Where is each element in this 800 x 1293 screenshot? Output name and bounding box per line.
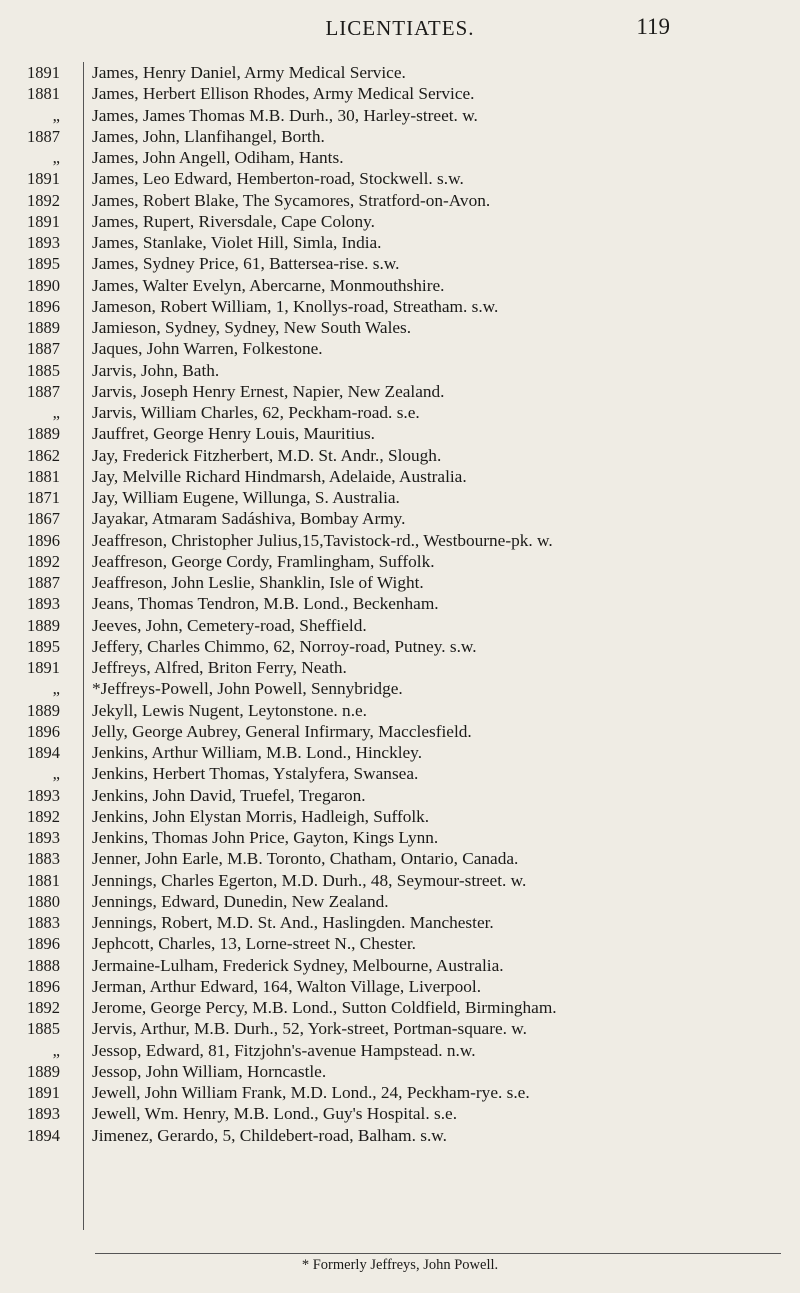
list-item: Jennings, Charles Egerton, M.D. Durh., 48, Seymour-street. w. <box>92 870 527 890</box>
list-item: Jeaffreson, George Cordy, Framlingham, Suffolk. <box>92 551 435 571</box>
list-item: Jauffret, George Henry Louis, Mauritius. <box>92 424 375 444</box>
list-item: James, Leo Edward, Hemberton-road, Stockwell. s.w. <box>92 169 464 189</box>
list-item: James, Stanlake, Violet Hill, Simla, India. <box>92 233 382 252</box>
year-cell: 1881 <box>27 84 60 104</box>
year-cell: 1896 <box>27 296 60 316</box>
list-item: James, Rupert, Riversdale, Cape Colony. <box>92 211 376 231</box>
list-item: *Jeffreys-Powell, John Powell, Sennybridge. <box>92 679 403 699</box>
year-cell: 1894 <box>27 743 60 762</box>
list-item: Jewell, John William Frank, M.D. Lond., 24, Peckham-rye. s.e. <box>92 1083 530 1102</box>
year-cell: 1887 <box>27 339 60 359</box>
list-item: Jimenez, Gerardo, 5, Childebert-road, Balham. s.w. <box>92 1125 447 1145</box>
year-cell: 1889 <box>27 1061 60 1081</box>
year-cell: 1892 <box>27 998 60 1017</box>
year-cell: 1891 <box>27 63 60 82</box>
year-cell: 1892 <box>27 551 60 571</box>
page-header <box>0 16 800 46</box>
column-divider <box>83 62 84 1230</box>
year-cell: 1893 <box>27 594 60 614</box>
footnote: * Formerly Jeffreys, John Powell. <box>301 1257 499 1273</box>
year-cell: 1895 <box>27 254 60 274</box>
year-cell: 1896 <box>27 934 60 954</box>
list-item: Jarvis, John, Bath. <box>92 360 220 380</box>
list-item: Jamieson, Sydney, Sydney, New South Wales. <box>92 318 412 337</box>
year-cell: „ <box>52 403 60 422</box>
year-cell: 1885 <box>27 360 60 380</box>
list-item: Jeaffreson, Christopher Julius,15,Tavistock-rd., Westbourne-pk. w. <box>92 530 553 550</box>
list-item: Jeffreys, Alfred, Briton Ferry, Neath. <box>92 658 347 677</box>
list-item: James, Sydney Price, 61, Battersea-rise. s.w. <box>92 254 400 274</box>
list-item: Jeaffreson, John Leslie, Shanklin, Isle of Wight. <box>92 573 424 592</box>
list-item: Jay, William Eugene, Willunga, S. Australia. <box>92 488 400 507</box>
list-item: Jennings, Robert, M.D. St. And., Haslingden. Manchester. <box>92 913 494 932</box>
year-cell: 1895 <box>27 636 60 656</box>
year-cell: „ <box>52 105 60 125</box>
list-item: Jenner, John Earle, M.B. Toronto, Chatham, Ontario, Canada. <box>92 849 519 869</box>
year-cell: „ <box>52 764 60 784</box>
list-item: Jarvis, William Charles, 62, Peckham-road. s.e. <box>92 403 420 422</box>
list-item: Jay, Melville Richard Hindmarsh, Adelaide, Australia. <box>92 466 467 486</box>
list-item: Jay, Frederick Fitzherbert, M.D. St. Andr., Slough. <box>92 445 442 465</box>
year-cell: 1871 <box>27 488 60 507</box>
year-cell: 1892 <box>27 806 60 826</box>
year-cell: 1888 <box>27 955 60 975</box>
entries-list <box>92 62 798 1146</box>
page-number: 119 <box>636 14 670 39</box>
year-cell: 1896 <box>27 721 60 741</box>
year-cell: 1890 <box>27 275 60 295</box>
year-cell: 1887 <box>27 381 60 401</box>
list-item: Jelly, George Aubrey, General Infirmary, Macclesfield. <box>92 721 472 741</box>
year-cell: 1891 <box>27 169 60 189</box>
year-cell: 1887 <box>27 126 60 146</box>
year-cell: 1885 <box>27 1019 60 1039</box>
list-item: James, Robert Blake, The Sycamores, Stratford-on-Avon. <box>92 190 491 210</box>
year-cell: 1893 <box>27 785 60 805</box>
footnote-rule <box>95 1253 781 1254</box>
list-item: Jessop, John William, Horncastle. <box>92 1061 327 1081</box>
year-cell: 1889 <box>27 615 60 635</box>
year-cell: 1893 <box>27 828 60 847</box>
list-item: Jenkins, John David, Truefel, Tregaron. <box>92 785 366 805</box>
year-cell: 1883 <box>27 913 60 932</box>
list-item: James, Henry Daniel, Army Medical Service. <box>92 63 406 82</box>
year-cell: „ <box>52 679 60 699</box>
year-cell: 1862 <box>27 445 60 465</box>
list-item: Jephcott, Charles, 13, Lorne-street N., Chester. <box>92 934 416 954</box>
year-cell: 1883 <box>27 849 60 869</box>
year-cell: 1891 <box>27 211 60 231</box>
list-item: Jeffery, Charles Chimmo, 62, Norroy-road, Putney. s.w. <box>92 636 477 656</box>
year-cell: 1881 <box>27 870 60 890</box>
list-item: Jayakar, Atmaram Sadáshiva, Bombay Army. <box>92 509 406 529</box>
year-cell: 1893 <box>27 233 60 252</box>
list-item: Jaques, John Warren, Folkestone. <box>92 339 323 359</box>
year-cell: 1891 <box>27 1083 60 1102</box>
list-item: James, James Thomas M.B. Durh., 30, Harley-street. w. <box>92 105 478 125</box>
year-cell: 1896 <box>27 530 60 550</box>
year-cell: 1896 <box>27 976 60 996</box>
list-item: Jerman, Arthur Edward, 164, Walton Village, Liverpool. <box>92 976 482 996</box>
list-item: Jenkins, Thomas John Price, Gayton, Kings Lynn. <box>92 828 439 847</box>
list-item: Jenkins, Arthur William, M.B. Lond., Hinckley. <box>92 743 423 762</box>
list-item: Jenkins, Herbert Thomas, Ystalyfera, Swansea. <box>92 764 419 784</box>
list-item: Jessop, Edward, 81, Fitzjohn's-avenue Hampstead. n.w. <box>92 1040 476 1060</box>
list-item: Jervis, Arthur, M.B. Durh., 52, York-street, Portman-square. w. <box>92 1019 527 1039</box>
list-item: Jameson, Robert William, 1, Knollys-road, Streatham. s.w. <box>92 296 499 316</box>
list-item: Jekyll, Lewis Nugent, Leytonstone. n.e. <box>92 700 368 720</box>
list-item: Jewell, Wm. Henry, M.B. Lond., Guy's Hospital. s.e. <box>92 1104 458 1124</box>
list-item: James, John, Llanfihangel, Borth. <box>92 126 325 146</box>
page-title: LICENTIATES. <box>325 16 475 40</box>
list-item: James, John Angell, Odiham, Hants. <box>92 148 344 167</box>
list-item: Jermaine-Lulham, Frederick Sydney, Melbourne, Australia. <box>92 955 504 975</box>
year-cell: 1881 <box>27 466 60 486</box>
year-cell: 1892 <box>27 190 60 210</box>
year-cell: 1891 <box>27 658 60 677</box>
list-item: James, Walter Evelyn, Abercarne, Monmouthshire. <box>92 275 445 295</box>
year-cell: 1867 <box>27 509 60 529</box>
list-item: Jerome, George Percy, M.B. Lond., Sutton Coldfield, Birmingham. <box>92 998 557 1017</box>
year-cell: 1887 <box>27 573 60 592</box>
list-item: Jeeves, John, Cemetery-road, Sheffield. <box>92 615 367 635</box>
year-cell: „ <box>52 148 60 167</box>
list-item: Jenkins, John Elystan Morris, Hadleigh, Suffolk. <box>92 806 430 826</box>
year-cell: „ <box>52 1040 60 1060</box>
list-item: Jeans, Thomas Tendron, M.B. Lond., Beckenham. <box>92 594 439 614</box>
year-column <box>0 62 60 1146</box>
year-cell: 1893 <box>27 1104 60 1124</box>
year-cell: 1889 <box>27 424 60 444</box>
list-item: James, Herbert Ellison Rhodes, Army Medical Service. <box>92 84 475 104</box>
list-item: Jennings, Edward, Dunedin, New Zealand. <box>92 891 389 911</box>
year-cell: 1889 <box>27 700 60 720</box>
year-cell: 1880 <box>27 891 60 911</box>
year-cell: 1889 <box>27 318 60 337</box>
year-cell: 1894 <box>27 1125 60 1145</box>
list-item: Jarvis, Joseph Henry Ernest, Napier, New Zealand. <box>92 381 445 401</box>
